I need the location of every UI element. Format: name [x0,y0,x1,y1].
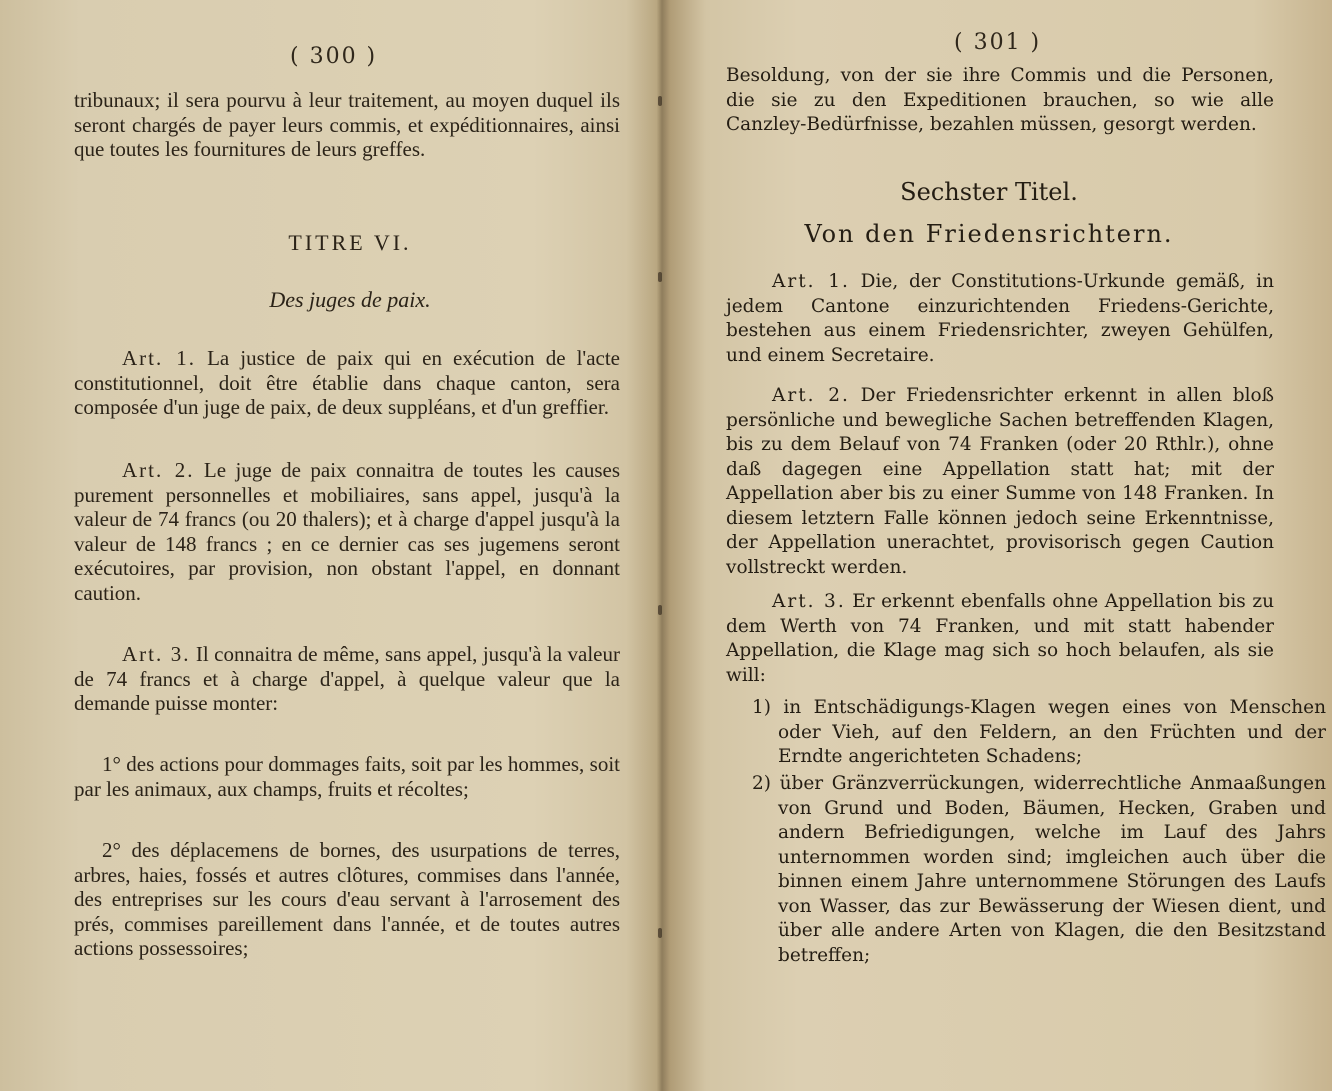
article-2-de-label: Art. 2. [772,385,850,406]
article-3-de-text: Er erkennt ebenfalls ohne Appellation bis zu dem Werth von 74 Franken, und mit statt habender Appellation, die Klage mag sich so hoch belaufen, als sie will: [726,591,1274,686]
article-1-de-text: Die, der Constitutions-Urkunde gemäß, in jedem Cantone einzurichtenden Friedens-Gerichte, bestehen aus einem Friedensrichter, zweyen Gehülfen, und einem Secretaire. [726,271,1274,366]
article-3-label: Art. 3. [122,642,191,666]
article-1-text: La justice de paix qui en exécution de l'acte constitutionnel, doit être établie dans chaque canton, sera composée d'un juge de paix, de deux suppléans, et d'un greffier. [74,346,620,419]
article-2-label: Art. 2. [122,458,195,482]
article-1 [74,346,620,420]
right-page [662,0,1332,1091]
title-heading-de: Sechster Titel. [900,178,1078,206]
article-3-de-label: Art. 3. [772,591,846,612]
article-3-de [726,590,1274,688]
continuation-paragraph-de: Besoldung, von der sie ihre Commis und die Personen, die sie zu den Expeditionen brauchen, so wie alle Canzley-Bedürfnisse, bezahlen müssen, gesorgt werden. [726,65,1274,135]
page-number-left: ( 300 ) [290,44,378,69]
article-1-de-label: Art. 1. [772,271,850,292]
article-3-text: Il connaitra de même, sans appel, jusqu'à la valeur de 74 francs et à charge d'appel, à quelque valeur que la demande puisse monter: [74,642,620,715]
list-item-1-de: 1) in Entschädigungs-Klagen wegen eines von Menschen oder Vieh, auf den Feldern, an den Früchten und der Erndte angerichteten Schadens; [752,697,1326,767]
left-page [0,0,660,1091]
article-2 [74,458,620,605]
article-2-de [726,384,1274,580]
article-2-de-text: Der Friedensrichter erkennt in allen bloß persönliche und bewegliche Sachen betreffenden Klagen, bis zu dem Belauf von 74 Franken (oder 20 Rthlr.), ohne daß dagegen eine Appellation statt hat; mit der Appellation aber bis zu einer Summe von 148 Franken. In diesem letztern Falle können jedoch seine Erkenntnisse, der Appellation unerachtet, provisorisch gegen Caution vollstreckt werden. [726,385,1274,578]
subtitle-heading: Des juges de paix. [269,287,431,312]
list-item-2: 2° des déplacemens de bornes, des usurpations de terres, arbres, haies, fossés et autres clôtures, commises dans l'année, des entreprises sur les cours d'eau servant à l'arrosement des prés, commises pareillement dans l'année, et de toutes autres actions possessoires; [74,838,620,960]
subtitle-heading-de: Von den Friedensrichtern. [804,220,1174,248]
article-2-text: Le juge de paix connaitra de toutes les causes purement personnelles et mobiliaires, sans appel, jusqu'à la valeur de 74 francs (ou 20 thalers); et à charge d'appel jusqu'à la valeur de 148 francs ; en ce dernier cas ses jugemens seront exécutoires, par provision, non obstant l'appel, en donnant caution. [74,458,621,605]
article-1-label: Art. 1. [122,346,197,370]
article-1-de [726,270,1274,368]
list-item-1: 1° des actions pour dommages faits, soit par les hommes, soit par les animaux, aux champs, fruits et récoltes; [74,752,620,801]
list-item-2-de: 2) über Gränzverrückungen, widerrechtliche Anmaaßungen von Grund und Boden, Bäumen, Hecken, Graben und andern Befriedigungen, welche im Lauf des Jahrs unternommen worden sind; imgleichen auch über die binnen einem Jahre unternommene Störungen des Laufs von Wasser, das zur Bewässerung der Wiesen dient, und über alle andere Arten von Klagen, die den Besitzstand betreffen; [752,773,1326,966]
page-number-right: ( 301 ) [954,30,1042,55]
article-3 [74,642,620,716]
continuation-paragraph: tribunaux; il sera pourvu à leur traitement, au moyen duquel ils seront chargés de payer leurs commis, et expéditionnaires, ainsi que toutes les fournitures de leurs greffes. [74,88,620,161]
title-heading: TITRE VI. [288,230,412,255]
